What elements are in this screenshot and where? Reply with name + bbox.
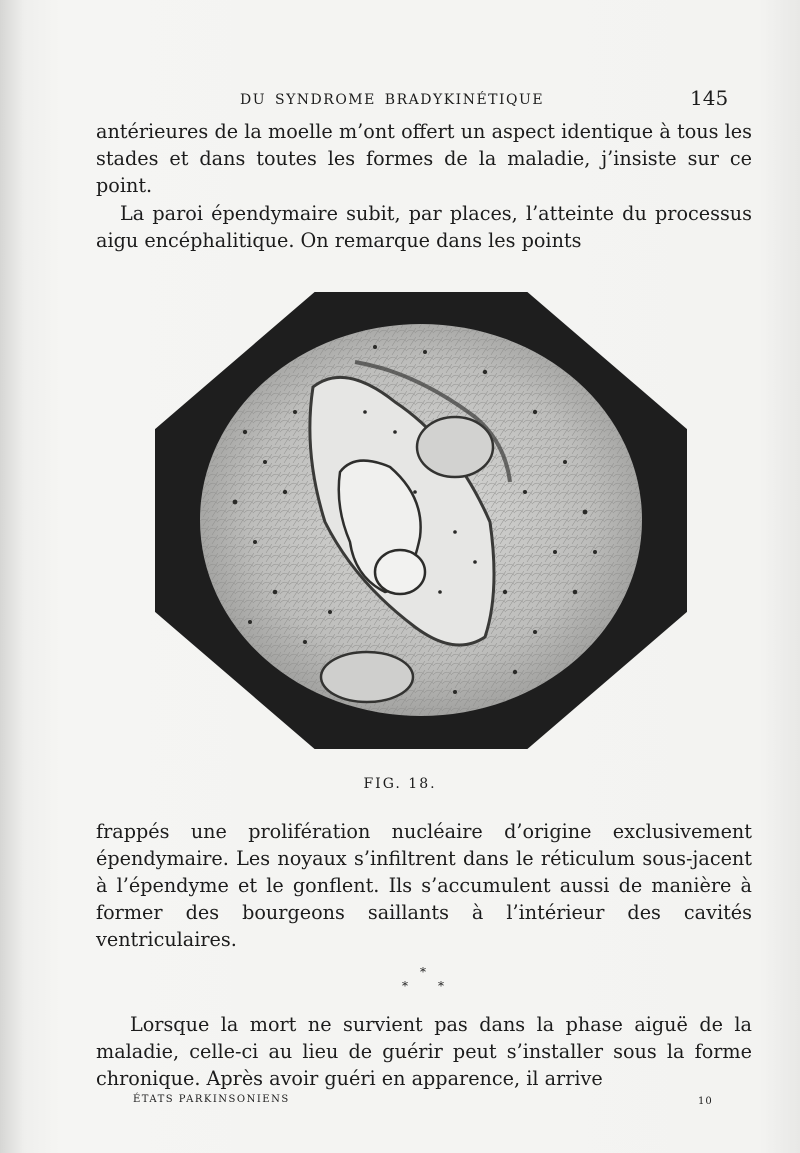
sheet-number: 10 — [698, 1096, 713, 1107]
running-title: DU SYNDROME BRADYKINÉTIQUE — [240, 92, 545, 108]
separator-star: * — [438, 979, 444, 993]
separator-star: * — [420, 965, 426, 979]
figure-caption: FIG. 18. — [363, 776, 437, 792]
separator-star: * — [402, 979, 408, 993]
section-separator — [390, 966, 450, 996]
page-number: 145 — [690, 86, 729, 110]
paragraph-3: frappés une prolifération nucléaire d’origine exclusivement épendymaire. Les noyaux s’infiltrent dans le réticulum sous-jacent à l’épendyme et le gonflent. Ils s’accumulent aussi de manière à former des bourgeons saillants à l’intérieur des cavités ventriculaires. — [96, 820, 752, 951]
paragraph-2: La paroi épendymaire subit, par places, l’atteinte du processus aigu encéphalitique. On remarque dans les points — [96, 202, 752, 252]
micrograph-figure — [155, 292, 687, 749]
paragraph-4: Lorsque la mort ne survient pas dans la phase aiguë de la maladie, celle-ci au lieu de guérir peut s’installer sous la forme chronique. Après avoir guéri en apparence, il arrive — [96, 1013, 752, 1090]
paragraph-1: antérieures de la moelle m’ont offert un aspect identique à tous les stades et dans toutes les formes de la maladie, j’insiste sur ce point. — [96, 120, 752, 197]
signature-mark: ÉTATS PARKINSONIENS — [133, 1094, 290, 1105]
micrograph-image — [155, 292, 687, 749]
